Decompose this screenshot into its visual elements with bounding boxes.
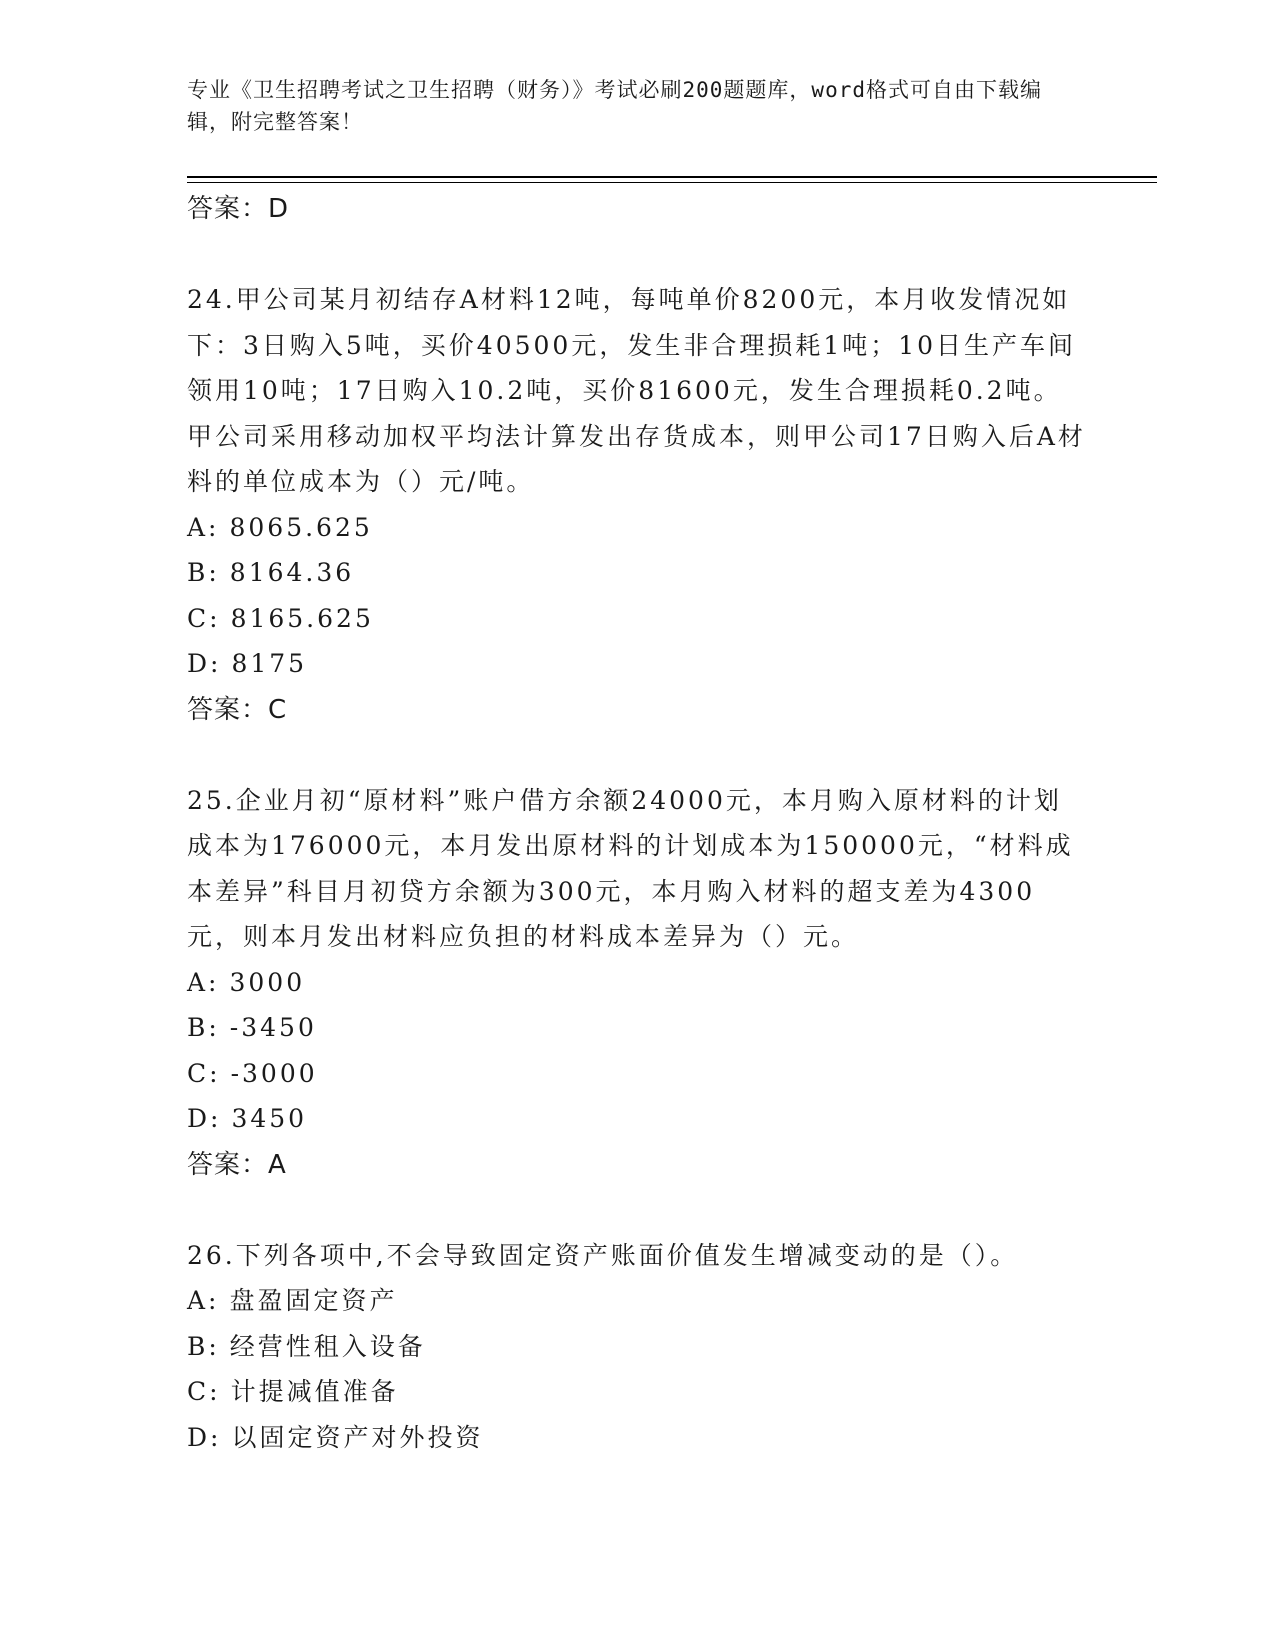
question-block (187, 778, 1087, 1188)
option-text: 3000 (229, 967, 306, 997)
option-b (187, 550, 1087, 596)
question-stem: 25.企业月初“原材料”账户借方余额24000元，本月购入原材料的计划成本为176000元，本月发出原材料的计划成本为150000元，“材料成本差异”科目月初贷方余额为300元，本月购入材料的超支差为4300元，则本月发出材料应负担的材料成本差异为（）元。 (187, 785, 1074, 951)
option-letter: A: (187, 1286, 220, 1315)
option-letter: B: (187, 1331, 220, 1361)
option-text: 8175 (231, 649, 308, 678)
question-block (187, 277, 1087, 733)
option-letter: A: (187, 967, 220, 997)
answer-line: 答案：C (187, 694, 288, 725)
option-b (187, 1005, 1087, 1051)
option-text: 计提减值准备 (230, 1377, 399, 1406)
option-letter: A: (187, 512, 220, 542)
header-rule-thick (187, 176, 1157, 178)
option-letter: D: (187, 649, 222, 678)
option-text: 8164.36 (229, 558, 355, 587)
answer-line: 答案：A (187, 1149, 287, 1180)
option-c (187, 596, 1087, 642)
question-list (187, 186, 1087, 1460)
option-a (187, 505, 1087, 551)
question-stem: 26.下列各项中,不会导致固定资产账面价值发生增减变动的是（）。 (187, 1240, 1019, 1270)
question-block (187, 1233, 1087, 1461)
option-text: 以固定资产对外投资 (231, 1422, 484, 1452)
option-letter: B: (187, 558, 220, 587)
option-letter: C: (187, 603, 221, 633)
option-text: 3450 (231, 1104, 308, 1133)
option-c (187, 1051, 1087, 1097)
option-text: 8065.625 (229, 512, 373, 542)
answer-line: 答案：D (187, 194, 290, 224)
option-letter: C: (187, 1377, 221, 1406)
option-a (187, 1278, 1087, 1324)
option-text: -3450 (229, 1013, 317, 1042)
option-text: 经营性租入设备 (229, 1331, 426, 1361)
option-letter: D: (187, 1422, 222, 1452)
option-d (187, 1096, 1087, 1142)
option-text: 8165.625 (230, 603, 374, 633)
option-c (187, 1369, 1087, 1415)
option-a (187, 960, 1087, 1006)
option-b (187, 1324, 1087, 1370)
question-stem: 24.甲公司某月初结存A材料12吨，每吨单价8200元，本月收发情况如下：3日购入5吨，买价40500元，发生非合理损耗1吨；10日生产车间领用10吨；17日购入10.2吨，买价81600元，发生合理损耗0.2吨。甲公司采用移动加权平均法计算发出存货成本，则甲公司17日购入后A材料的单位成本为（）元/吨。 (187, 285, 1086, 496)
option-text: -3000 (230, 1058, 318, 1088)
option-d (187, 1415, 1087, 1461)
option-text: 盘盈固定资产 (229, 1286, 398, 1315)
option-letter: B: (187, 1013, 220, 1042)
header-rule-thin (187, 182, 1157, 183)
option-letter: D: (187, 1104, 222, 1133)
option-letter: C: (187, 1058, 221, 1088)
option-d (187, 641, 1087, 687)
page-header: 专业《卫生招聘考试之卫生招聘（财务）》考试必刷200题题库，word格式可自由下载编辑，附完整答案！ (187, 78, 1042, 134)
